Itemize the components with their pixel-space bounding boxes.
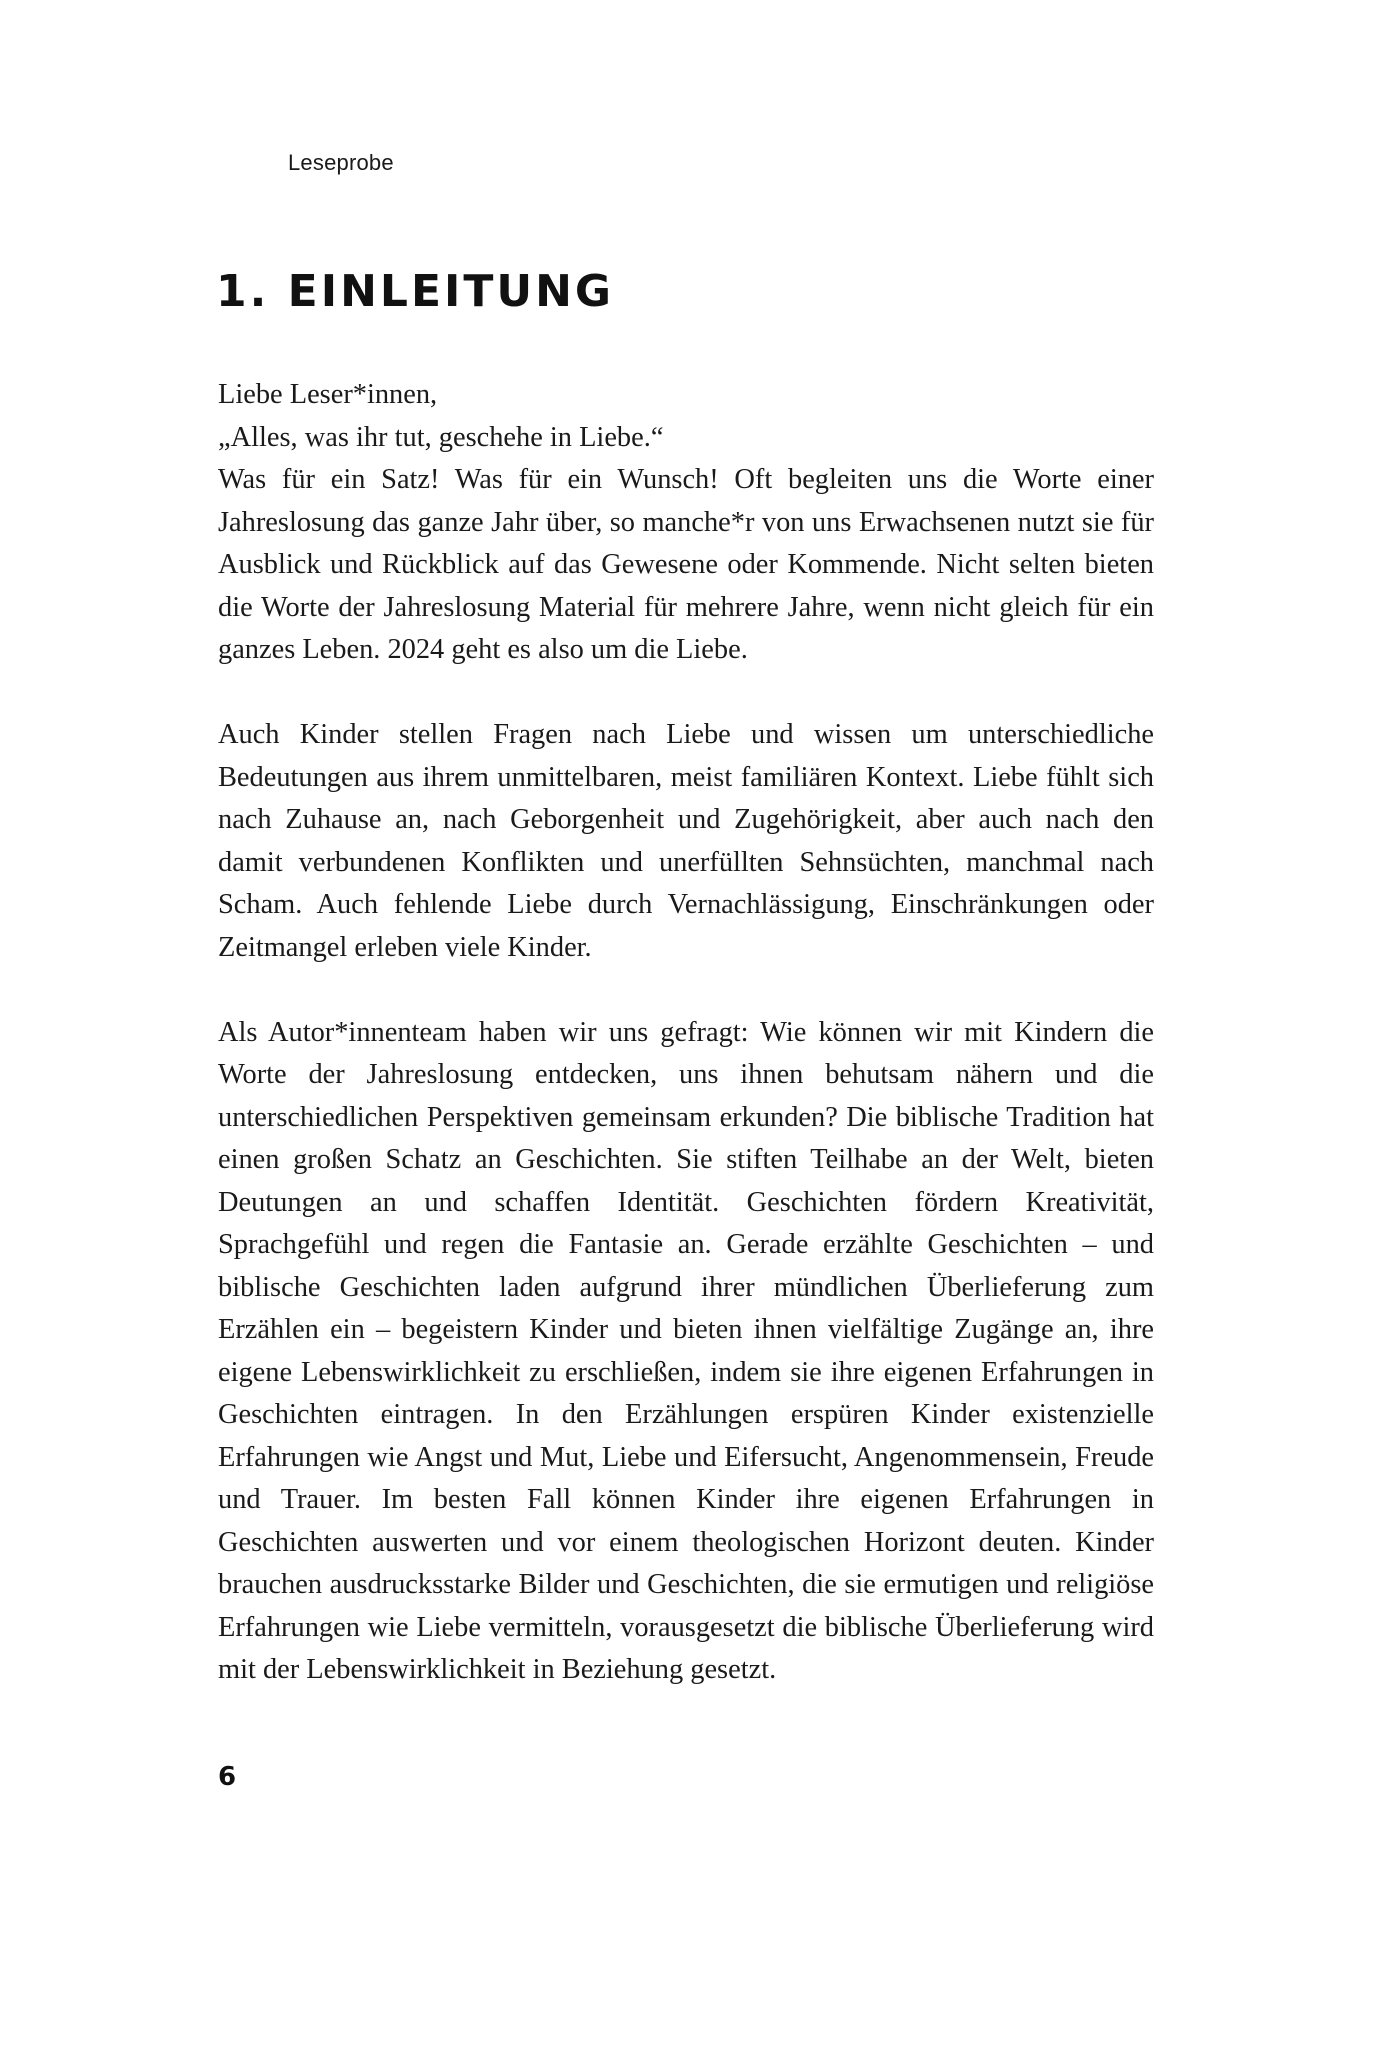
chapter-title: 1. EINLEITUNG xyxy=(216,266,615,317)
running-head: Leseprobe xyxy=(288,150,394,175)
salutation: Liebe Leser*innen, xyxy=(218,379,438,410)
paragraph-gap xyxy=(218,969,1154,1012)
paragraph-1: Was für ein Satz! Was für ein Wunsch! Oft begleiten uns die Worte einer Jahreslosung das ganze Jahr über, so manche*r von uns Erwachsenen nutzt sie für Ausblick und Rückblick auf das Gewesene oder Kommende. Nicht selten bieten die Worte der Jahreslosung Material für mehrere Jahre, wenn nicht gleich für ein ganzes Leben. 2024 geht es also um die Liebe. xyxy=(218,464,1154,665)
paragraph-2: Auch Kinder stellen Fragen nach Liebe und wissen um unterschiedliche Bedeutungen aus ihrem unmittelbaren, meist familiären Kontext. Liebe fühlt sich nach Zuhause an, nach Geborgenheit und Zugehörigkeit, aber auch nach den damit verbundenen Konflikten und unerfüllten Sehnsüchten, manchmal nach Scham. Auch fehlende Liebe durch Vernachlässigung, Einschränkungen oder Zeitmangel erleben viele Kinder. xyxy=(218,719,1154,963)
paragraph-3: Als Autor*innenteam haben wir uns gefragt: Wie können wir mit Kindern die Worte der Jahreslosung entdecken, uns ihnen behutsam nähern und die unterschiedlichen Perspektiven gemeinsam erkunden? Die biblische Tradition hat einen großen Schatz an Geschichten. Sie stiften Teilhabe an der Welt, bieten Deutungen an und schaffen Identität. Geschichten fördern Kreativität, Sprachgefühl und regen die Fantasie an. Gerade erzählte Geschichten – und biblische Geschichten laden aufgrund ihrer mündlichen Überlieferung zum Erzählen ein – begeistern Kinder und bieten ihnen vielfältige Zugänge an, ihre eigene Lebenswirklichkeit zu erschließen, indem sie ihre eigenen Erfahrungen in Geschichten eintragen. In den Erzählungen erspüren Kinder existenzielle Erfahrungen wie Angst und Mut, Liebe und Eifersucht, Angenommensein, Freude und Trauer. Im besten Fall können Kinder ihre eigenen Erfahrungen in Geschichten auswerten und vor einem theologischen Horizont deuten. Kinder brauchen ausdrucksstarke Bilder und Geschichten, die sie ermutigen und religiöse Erfahrungen wie Liebe vermitteln, vorausgesetzt die biblische Überlieferung wird mit der Lebenswirklichkeit in Beziehung gesetzt. xyxy=(218,1016,1154,1685)
page-number: 6 xyxy=(218,1762,237,1792)
paragraph-gap xyxy=(218,672,1154,715)
quote-line: „Alles, was ihr tut, geschehe in Liebe.“ xyxy=(218,421,664,453)
body-text xyxy=(218,374,1154,1692)
